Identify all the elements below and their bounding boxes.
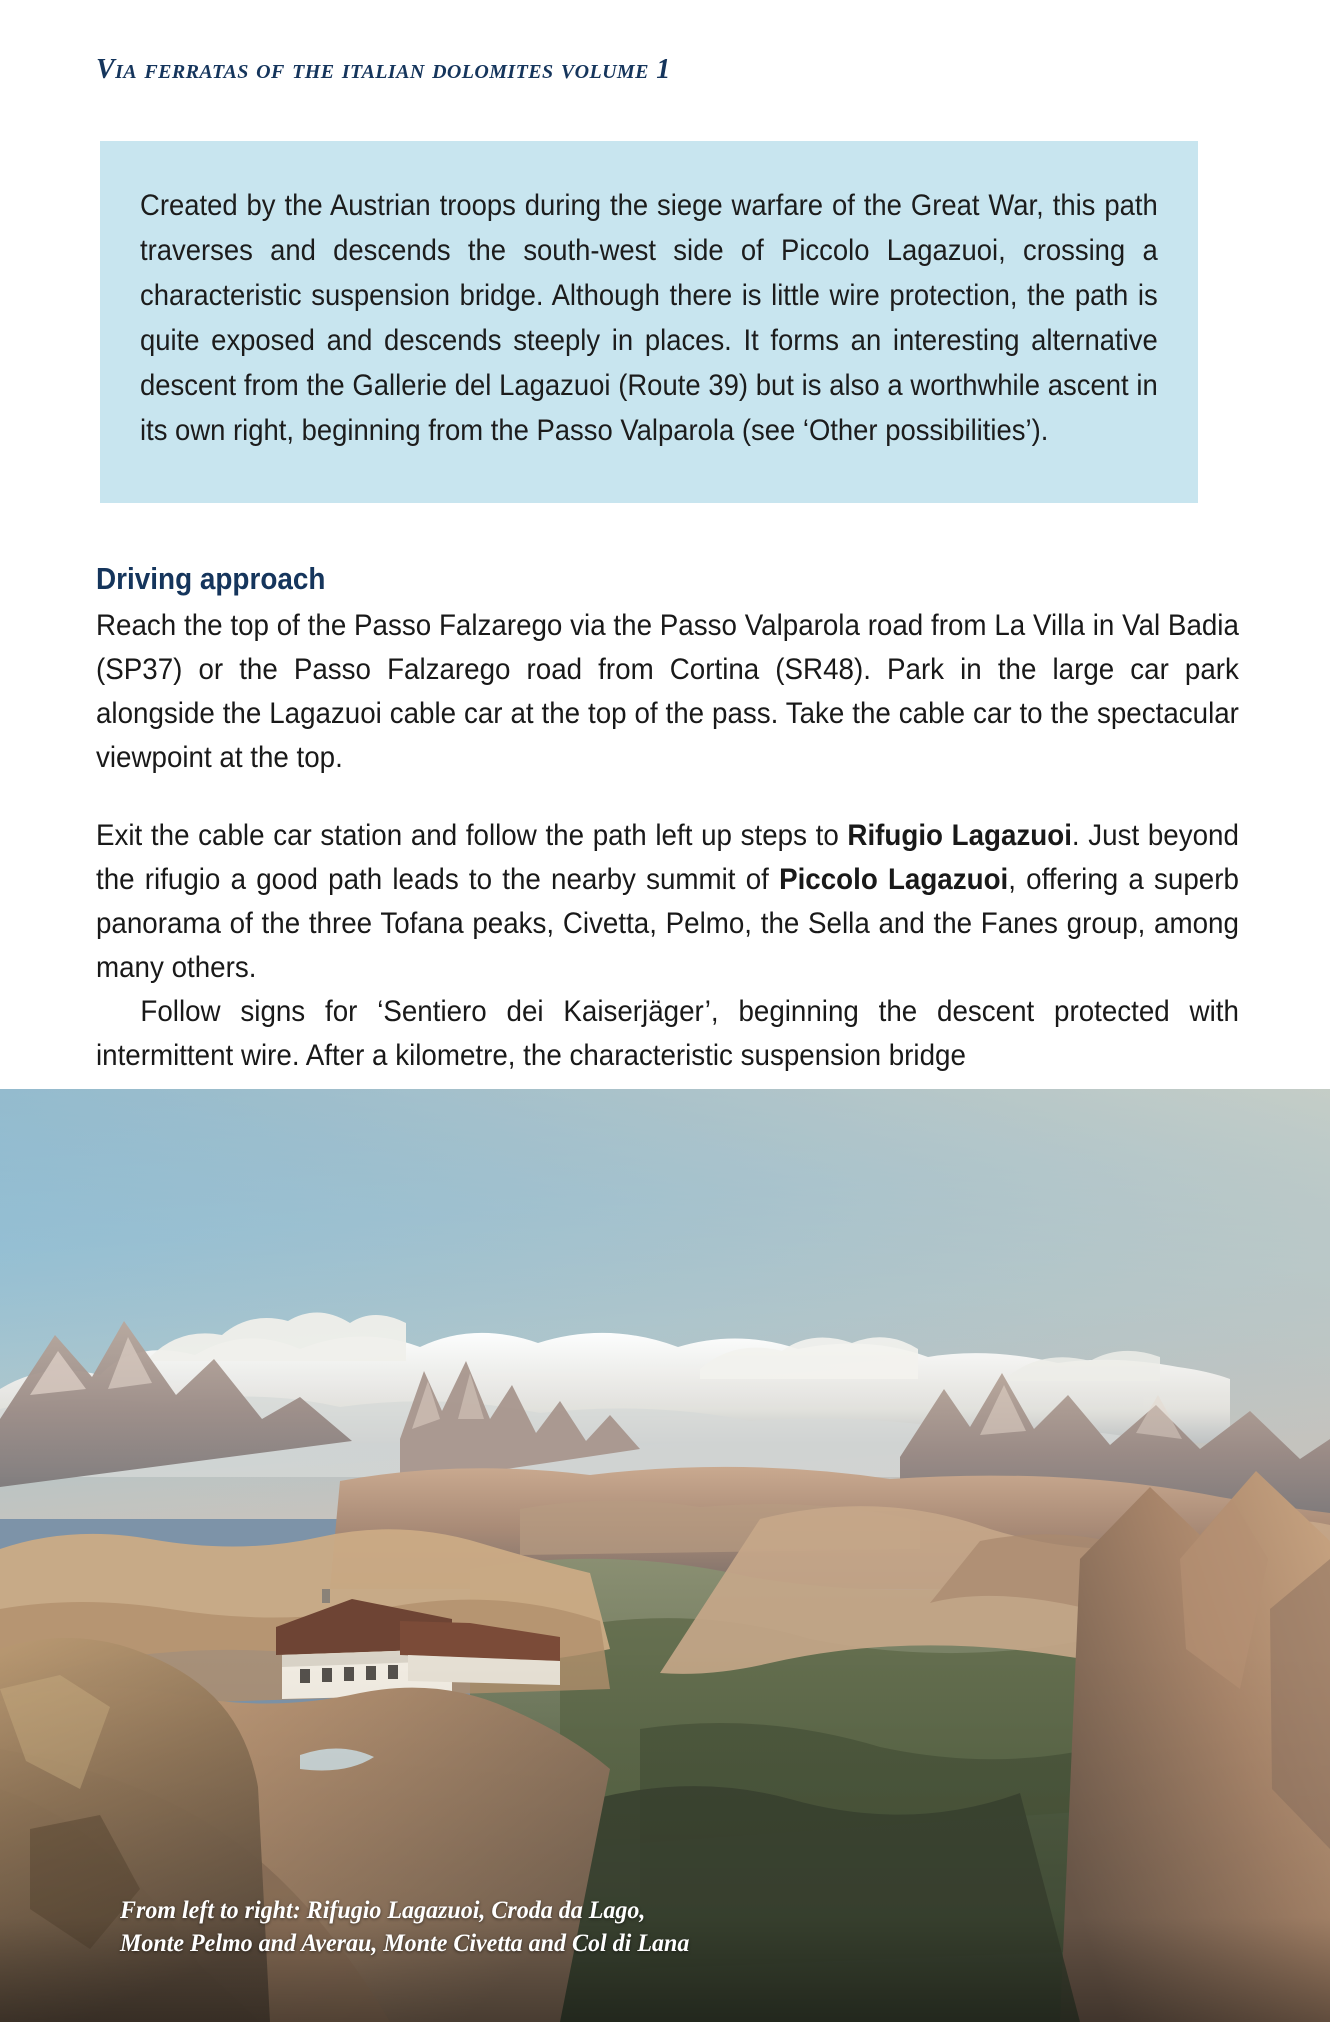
driving-approach-heading: Driving approach [96, 561, 326, 596]
route-par1-text-b: . Just beyond the rifugio a good path leads to the nearby summit of [96, 819, 1239, 896]
intro-summary-box [100, 141, 1198, 503]
intro-summary-text: Created by the Austrian troops during the siege warfare of the Great War, this path traverses and descends the south-west side of Piccolo Lagazuoi, crossing a characteristic suspension bridge. Although there is little wire protection, the path is quite exposed and descends steeply in places. It forms an interesting alternative descent from the Gallerie del Lagazuoi (Route 39) but is also a worthwhile ascent in its own right, beginning from the Passo Valparola (see ‘Other possibilities’). [140, 189, 1158, 447]
photo-artwork [0, 1089, 1330, 2022]
piccolo-lagazuoi-bold: Piccolo Lagazuoi [779, 863, 1009, 896]
photo-caption: From left to right: Rifugio Lagazuoi, Croda da Lago, Monte Pelmo and Averau, Monte Civetta and Col di Lana [120, 1897, 690, 1957]
driving-approach-paragraph: Reach the top of the Passo Falzarego via the Passo Valparola road from La Villa in Val Badia (SP37) or the Passo Falzarego road from Cortina (SR48). Park in the large car park alongside the Lagazuoi cable car at the top of the pass. Take the cable car to the spectacular viewpoint at the top. [96, 609, 1239, 774]
rifugio-lagazuoi-bold: Rifugio Lagazuoi [847, 819, 1072, 852]
dolomites-photograph [0, 1089, 1330, 2022]
main-text-column [96, 560, 1239, 1078]
running-header: Via ferratas of the italian dolomites volume 1 [96, 54, 671, 85]
route-paragraph-1 [96, 814, 1239, 990]
route-par1-text-c: , offering a superb panorama of the three Tofana peaks, Civetta, Pelmo, the Sella and the Fanes group, among many others. [96, 863, 1239, 984]
route-par1-text-a: Exit the cable car station and follow the path left up steps to [96, 819, 848, 852]
route-paragraph-2: Follow signs for ‘Sentiero dei Kaiserjäger’, beginning the descent protected with intermittent wire. After a kilometre, the characteristic suspension bridge [96, 995, 1239, 1072]
